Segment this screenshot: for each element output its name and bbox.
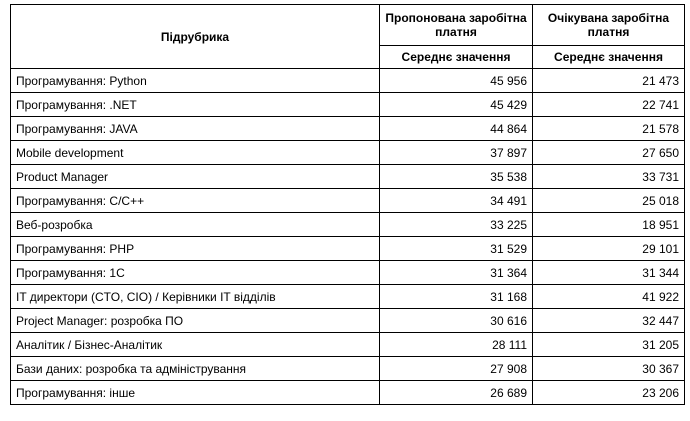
salary-table-container (10, 4, 684, 405)
row-offered-cell: 28 111 (380, 333, 533, 357)
row-subcategory-cell: Програмування: JAVA (11, 117, 380, 141)
table-row (11, 93, 685, 117)
row-expected-cell: 21 578 (533, 117, 685, 141)
row-offered-cell: 30 616 (380, 309, 533, 333)
table-row (11, 117, 685, 141)
table-row (11, 189, 685, 213)
row-subcategory-cell: Програмування: 1С (11, 261, 380, 285)
header-expected-salary: Очікувана заробітна платня (533, 5, 685, 46)
table-body (11, 69, 685, 405)
row-subcategory-cell: Бази даних: розробка та адміністрування (11, 357, 380, 381)
row-expected-cell: 25 018 (533, 189, 685, 213)
table-row (11, 165, 685, 189)
table-row (11, 237, 685, 261)
header-offered-average: Середнє значення (380, 46, 533, 69)
header-subcategory: Підрубрика (11, 5, 380, 69)
table-row (11, 285, 685, 309)
row-expected-cell: 31 205 (533, 333, 685, 357)
header-expected-average: Середнє значення (533, 46, 685, 69)
row-offered-cell: 31 168 (380, 285, 533, 309)
row-expected-cell: 33 731 (533, 165, 685, 189)
row-offered-cell: 44 864 (380, 117, 533, 141)
row-expected-cell: 27 650 (533, 141, 685, 165)
table-row (11, 309, 685, 333)
row-expected-cell: 22 741 (533, 93, 685, 117)
table-row (11, 141, 685, 165)
row-subcategory-cell: IT директори (CTO, CIO) / Керівники IT відділів (11, 285, 380, 309)
row-expected-cell: 18 951 (533, 213, 685, 237)
row-subcategory-cell: Аналітик / Бізнес-Аналітик (11, 333, 380, 357)
row-subcategory-cell: Програмування: інше (11, 381, 380, 405)
row-expected-cell: 21 473 (533, 69, 685, 93)
row-subcategory-cell: Програмування: PHP (11, 237, 380, 261)
row-expected-cell: 23 206 (533, 381, 685, 405)
row-offered-cell: 31 364 (380, 261, 533, 285)
row-offered-cell: 31 529 (380, 237, 533, 261)
table-row (11, 69, 685, 93)
row-subcategory-cell: Mobile development (11, 141, 380, 165)
row-offered-cell: 26 689 (380, 381, 533, 405)
row-expected-cell: 31 344 (533, 261, 685, 285)
row-offered-cell: 35 538 (380, 165, 533, 189)
row-offered-cell: 45 956 (380, 69, 533, 93)
row-offered-cell: 34 491 (380, 189, 533, 213)
salary-table (10, 4, 685, 405)
row-offered-cell: 27 908 (380, 357, 533, 381)
row-expected-cell: 32 447 (533, 309, 685, 333)
row-subcategory-cell: Project Manager: розробка ПО (11, 309, 380, 333)
row-offered-cell: 33 225 (380, 213, 533, 237)
row-offered-cell: 37 897 (380, 141, 533, 165)
table-row (11, 333, 685, 357)
table-row (11, 213, 685, 237)
row-offered-cell: 45 429 (380, 93, 533, 117)
row-subcategory-cell: Product Manager (11, 165, 380, 189)
table-row (11, 357, 685, 381)
table-row (11, 261, 685, 285)
row-expected-cell: 29 101 (533, 237, 685, 261)
row-expected-cell: 30 367 (533, 357, 685, 381)
header-offered-salary: Пропонована заробітна платня (380, 5, 533, 46)
row-subcategory-cell: Програмування: .NET (11, 93, 380, 117)
row-subcategory-cell: Програмування: Python (11, 69, 380, 93)
row-subcategory-cell: Програмування: C/C++ (11, 189, 380, 213)
row-expected-cell: 41 922 (533, 285, 685, 309)
table-row (11, 381, 685, 405)
row-subcategory-cell: Веб-розробка (11, 213, 380, 237)
